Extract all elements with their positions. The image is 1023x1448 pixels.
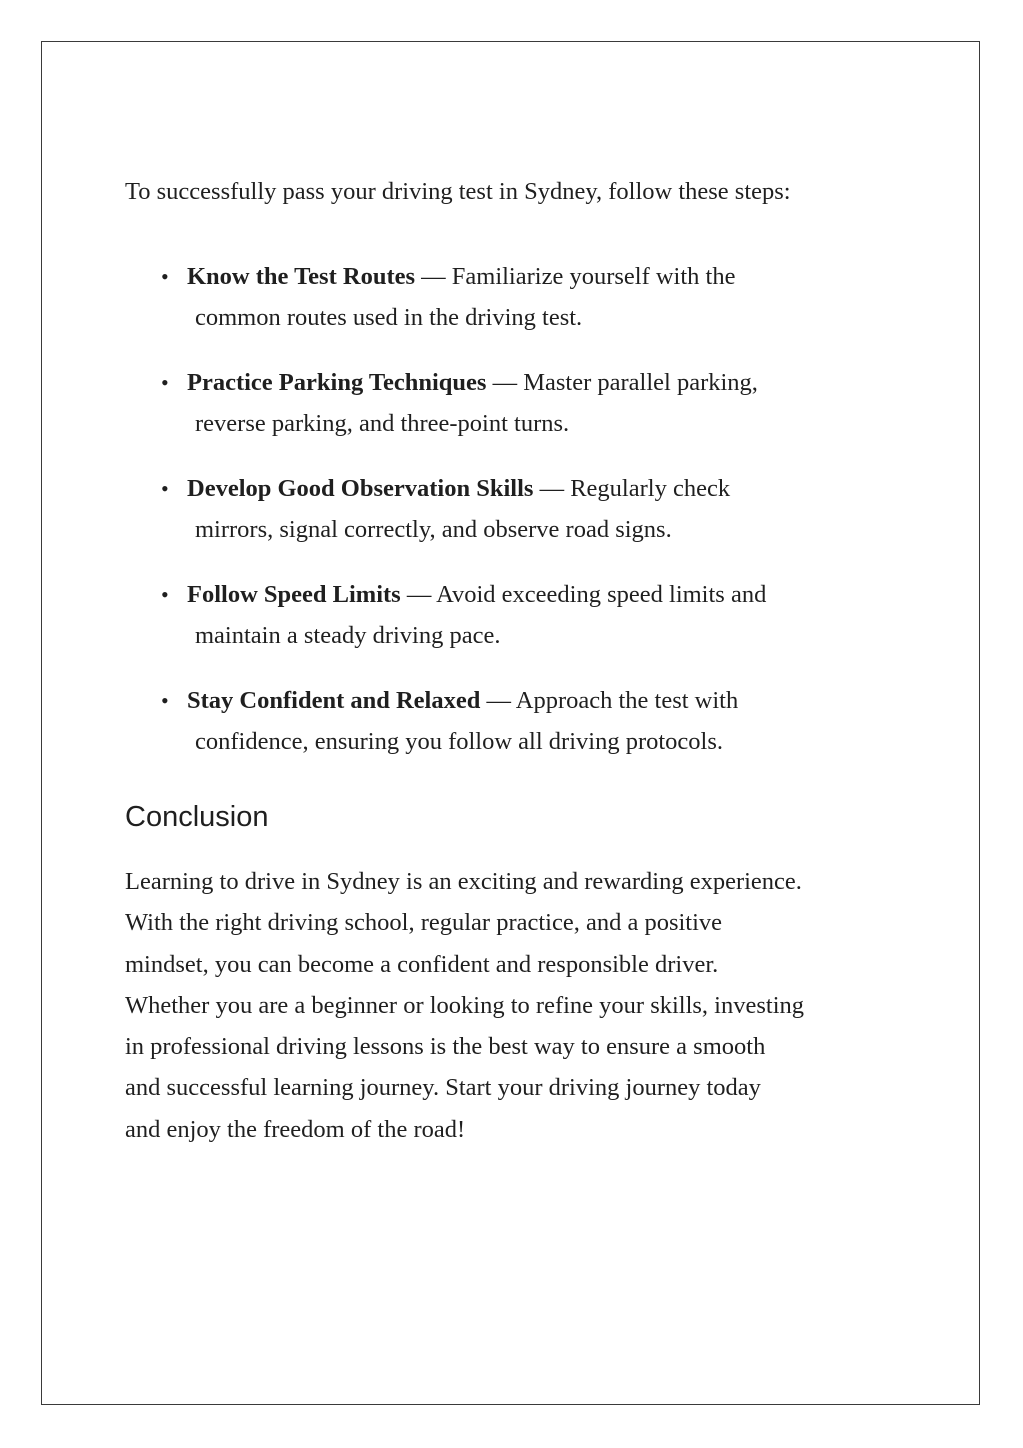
step-description-continued: reverse parking, and three-point turns. [195,410,570,437]
step-first-line [187,362,887,403]
bullet-icon: • [161,582,169,607]
step-description: — Familiarize yourself with the [415,263,736,290]
step-description: — Avoid exceeding speed limits and [400,581,767,608]
conclusion-heading: Conclusion [125,801,269,833]
conclusion-line: and successful learning journey. Start your driving journey today [125,1074,761,1102]
list-item [161,256,887,338]
step-description: — Master parallel parking, [486,369,758,396]
conclusion-line: in professional driving lessons is the best way to ensure a smooth [125,1033,766,1061]
list-item [161,468,887,550]
step-title: Practice Parking Techniques [187,369,487,396]
step-description-continued: mirrors, signal correctly, and observe road signs. [195,516,672,543]
list-item [161,680,887,762]
conclusion-line: mindset, you can become a confident and responsible driver. [125,950,719,978]
step-description-continued: maintain a steady driving pace. [195,622,501,649]
steps-list [125,256,915,762]
conclusion-line: and enjoy the freedom of the road! [125,1115,466,1143]
list-item [161,362,887,444]
bullet-icon: • [161,370,169,395]
step-description: — Approach the test with [480,687,739,714]
step-first-line [187,680,887,721]
conclusion-line: Learning to drive in Sydney is an exciting and rewarding experience. [125,868,802,895]
conclusion-line: Whether you are a beginner or looking to refine your skills, investing [125,991,805,1019]
page-content [125,172,915,1150]
bullet-icon: • [161,476,169,501]
intro-paragraph: To successfully pass your driving test in Sydney, follow these steps: [125,178,791,205]
list-item [161,574,887,656]
step-title: Stay Confident and Relaxed [187,687,481,714]
step-description-continued: common routes used in the driving test. [195,304,583,331]
conclusion-paragraph [125,861,915,1150]
step-first-line [187,574,887,615]
step-description-continued: confidence, ensuring you follow all driving protocols. [195,728,723,755]
conclusion-line: With the right driving school, regular practice, and a positive [125,909,723,937]
step-first-line [187,256,887,297]
step-title: Know the Test Routes [187,263,416,290]
step-title: Develop Good Observation Skills [187,475,534,502]
step-title: Follow Speed Limits [187,581,401,608]
bullet-icon: • [161,264,169,289]
step-first-line [187,468,887,509]
step-description: — Regularly check [533,475,731,502]
document-page [41,41,980,1405]
bullet-icon: • [161,688,169,713]
